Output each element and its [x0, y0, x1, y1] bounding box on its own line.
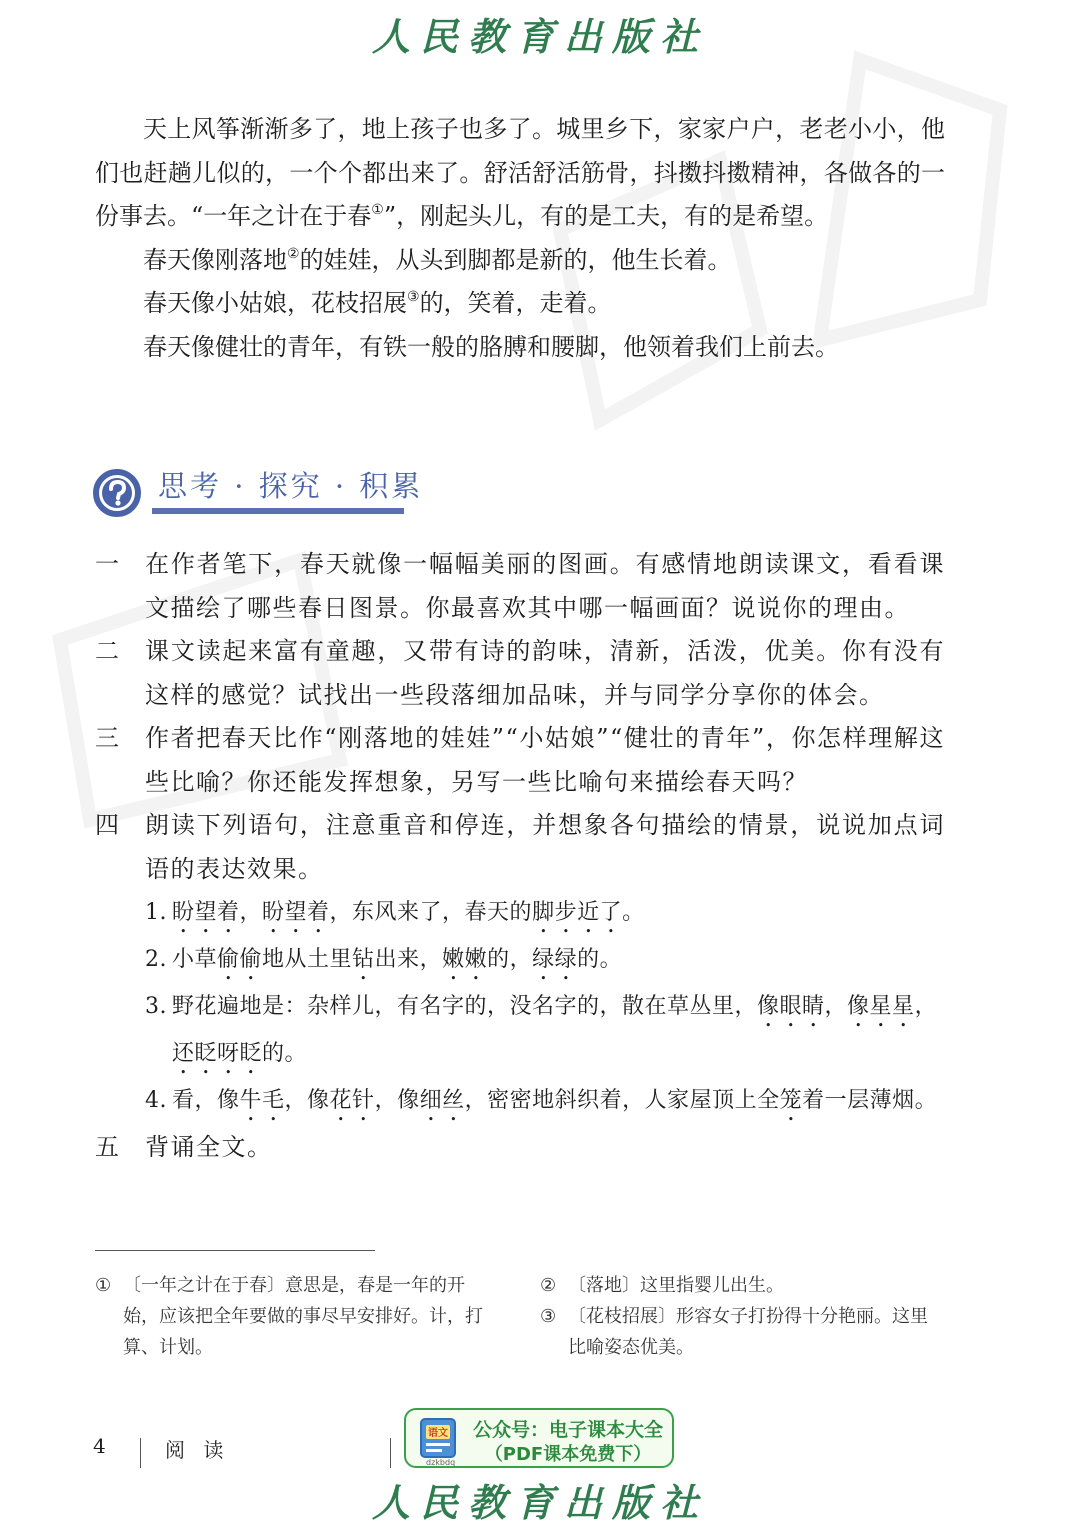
footnote-marker: ② — [287, 245, 300, 262]
exercise-text: 课文读起来富有童趣，又带有诗的韵味，清新，活泼，优美。你有没有这样的感觉？试找出一些段落细加品味，并与同学分享你的体会。 — [145, 637, 945, 709]
publisher-logo-top: 人民教育出版社 — [371, 14, 708, 59]
exercise-text: 朗读下列语句，注意重音和停连，并想象各句描绘的情景，说说加点词语的表达效果。 — [145, 811, 945, 883]
emphasized-word: 牛毛 — [239, 1088, 285, 1113]
footnote — [95, 1270, 500, 1363]
footnote-text: 〔花枝招展〕形容女子打扮得十分艳丽。这里比喻姿态优美。 — [568, 1306, 928, 1358]
sentence-number: 4. — [145, 1088, 167, 1113]
exercise-item — [95, 804, 945, 891]
section-title: 思考 · 探究 · 积累 — [158, 469, 424, 503]
sentence-text: ，像 — [284, 1088, 330, 1113]
body-paragraph: 春天像刚落地②的娃娃，从头到脚都是新的，他生长着。 — [143, 245, 732, 274]
body-paragraph: 春天像健壮的青年，有铁一般的胳膊和腰脚，他领着我们上前去。 — [143, 332, 839, 361]
exercise-number: 一 — [95, 550, 121, 578]
exercise-text: 作者把春天比作“刚落地的娃娃”“小姑娘”“健壮的青年”，你怎样理解这些比喻？你还能发挥想象，另写一些比喻句来描绘春天吗？ — [145, 724, 945, 796]
sentence-text: 出来， — [374, 947, 443, 972]
sentence-text: 地从土里 — [262, 947, 353, 972]
sentence-number: 1. — [145, 900, 167, 925]
body-paragraph: 春天像小姑娘，花枝招展③的，笑着，走着。 — [143, 289, 612, 317]
emphasized-word: 像星星 — [847, 994, 915, 1019]
question-mark-icon — [92, 468, 142, 518]
book-icon — [418, 1416, 458, 1460]
footnote-mark: ③ — [540, 1306, 557, 1327]
emphasized-word: 嫩嫩 — [442, 947, 488, 972]
sentence-text: ，像 — [374, 1088, 420, 1113]
section-header — [92, 462, 422, 522]
sentence-text: 看，像 — [172, 1088, 240, 1113]
footnote-divider — [95, 1250, 375, 1251]
footnote — [540, 1301, 945, 1363]
example-sentence — [95, 985, 945, 1079]
exercise-text: 在作者笔下，春天就像一幅幅美丽的图画。有感情地朗读课文，看看课文描绘了哪些春日图景。你最喜欢其中哪一幅画面？说说你的理由。 — [145, 550, 945, 622]
emphasized-word: 花针 — [329, 1088, 375, 1113]
footnote-marker: ① — [371, 202, 384, 218]
emphasized-word: 笼 — [779, 1088, 803, 1113]
footer-divider — [140, 1438, 141, 1468]
footnote-mark: ② — [540, 1275, 557, 1296]
emphasized-word: 细丝 — [419, 1088, 465, 1113]
footnote-marker: ③ — [407, 289, 420, 305]
sentence-text: 。 — [622, 900, 645, 925]
sentence-text: 的， — [487, 947, 533, 972]
sentence-text: 小草 — [172, 947, 218, 972]
body-paragraph: 天上风筝渐渐多了，地上孩子也多了。城里乡下，家家户户，老老小小，他们也赶趟儿似的，一个个都出来了。舒活舒活筋骨，抖擞抖擞精神，各做各的一份事去。“一年之计在于春①”，刚起头儿，有的是工夫，有的是希望。 — [95, 115, 945, 230]
exercise-text: 背诵全文。 — [145, 1133, 273, 1161]
sentence-text: ， — [824, 994, 848, 1019]
page-number: 4 — [93, 1434, 106, 1458]
footnote-text: 〔一年之计在于春〕意思是，春是一年的开始，应该把全年要做的事尽早安排好。计，打算、计划。 — [123, 1275, 483, 1358]
sentence-text: 野花遍地是：杂样儿，有名字的，没名字的，散在草丛里， — [172, 994, 758, 1019]
book-icon-label: 语文 — [428, 1428, 448, 1439]
footnote-text: 〔落地〕这里指婴儿出生。 — [568, 1275, 784, 1296]
emphasized-word: 偷偷 — [217, 947, 263, 972]
sentence-text: ， — [239, 900, 263, 925]
exercise-number: 五 — [95, 1133, 121, 1161]
exercise-item — [95, 543, 945, 630]
emphasized-word: 盼望着 — [262, 900, 330, 925]
sentence-number: 2. — [145, 947, 167, 972]
footer-divider — [390, 1438, 391, 1468]
publisher-logo-bottom: 人民教育出版社 — [371, 1480, 708, 1525]
footnote — [540, 1270, 945, 1301]
badge-title: 公众号：电子课本大全 — [472, 1419, 663, 1441]
lesson-body — [95, 108, 945, 369]
footer-section-name: 阅 读 — [165, 1438, 230, 1462]
badge-subtext: dzkbdq — [426, 1458, 456, 1467]
emphasized-word: 绿绿 — [532, 947, 578, 972]
promo-badge[interactable] — [404, 1408, 674, 1468]
sentence-text: 的。 — [577, 947, 623, 972]
section-underline — [152, 508, 404, 514]
example-sentence — [95, 1079, 945, 1126]
badge-subtitle: （PDF课本免费下） — [484, 1444, 652, 1465]
exercise-item — [95, 717, 945, 804]
emphasized-word: 钻 — [352, 947, 375, 972]
emphasized-word: 还眨呀眨 — [172, 1041, 263, 1066]
exercise-number: 四 — [95, 811, 121, 839]
footnote-mark: ① — [95, 1275, 112, 1296]
exercise-item — [95, 630, 945, 717]
footnotes-left — [95, 1270, 500, 1363]
sentence-number: 3. — [145, 994, 167, 1019]
sentence-text: 着一层薄烟。 — [802, 1088, 938, 1113]
emphasized-word: 像眼睛 — [757, 994, 825, 1019]
emphasized-word: 脚步近了 — [532, 900, 623, 925]
exercise-number: 二 — [95, 637, 121, 665]
sentence-text: ，东风来了，春天的 — [329, 900, 533, 925]
example-sentences — [95, 891, 945, 1126]
sentence-text: ，密密地斜织着，人家屋顶上全 — [464, 1088, 780, 1113]
emphasized-word: 盼望着 — [172, 900, 240, 925]
sentence-text: 的。 — [262, 1041, 308, 1066]
exercise-item — [95, 1126, 945, 1170]
example-sentence — [95, 891, 945, 938]
exercise-number: 三 — [95, 724, 121, 752]
example-sentence — [95, 938, 945, 985]
exercise-list — [95, 543, 945, 1170]
sentence-text: ， — [914, 994, 938, 1019]
footnotes-right — [540, 1270, 945, 1363]
